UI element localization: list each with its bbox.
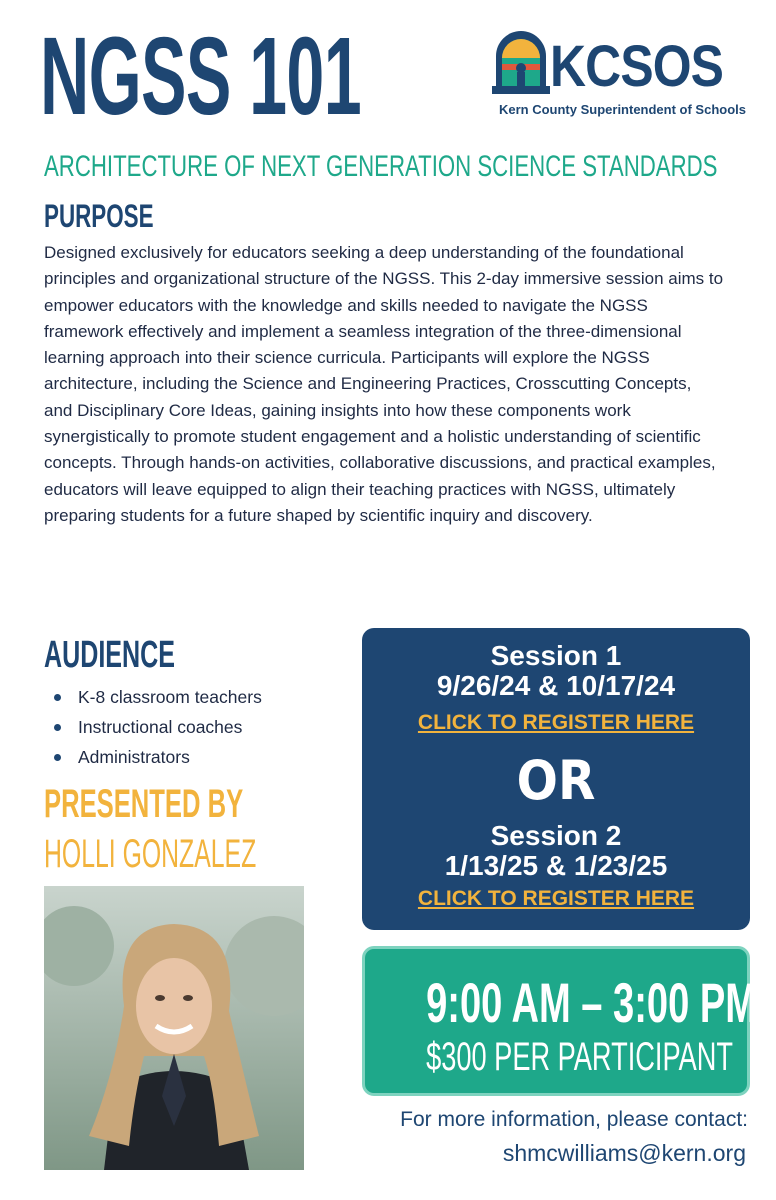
contact-email-link[interactable]: shmcwilliams@kern.org [502, 1140, 746, 1166]
kcsos-logo-icon [490, 28, 552, 100]
or-divider: OR [516, 749, 596, 812]
session-2-register-link[interactable]: CLICK TO REGISTER HERE [417, 887, 695, 910]
session-time: 9:00 AM – 3:00 PM [426, 971, 757, 1034]
page-title: NGSS 101 [40, 15, 362, 138]
purpose-body: Designed exclusively for educators seeking a deep understanding of the foundational principles and organizational structure of the NGSS. This 2-day immersive session aims to empower educators with the knowledge and skills needed to navigate the NGSS framework effectively and implement a seamless integration of the three-dimensional learning approach into their science curricula. Participants will explore the NGSS architecture, including the Science and Engineering Practices, Crosscutting Concepts, and Disciplinary Core Ideas, gaining insights into how these components work synergistically to promote student engagement and a holistic understanding of scientific concepts. Through hands-on activities, collaborative discussions, and practical examples, educators will leave equipped to align their teaching practices with NGSS, ultimately preparing students for a future shaped by scientific inquiry and discovery. [44, 243, 724, 525]
session-2-title: Session 2 [490, 820, 622, 851]
presenter-photo [44, 886, 304, 1170]
audience-list [52, 682, 262, 772]
presenter-name: HOLLI GONZALEZ [44, 832, 257, 876]
kcsos-logo [490, 28, 746, 120]
bullet-icon [54, 694, 61, 701]
audience-item-label: Administrators [78, 747, 190, 767]
contact-label: For more information, please contact: [400, 1108, 748, 1131]
presented-by-heading: PRESENTED BY [44, 782, 244, 826]
audience-item-label: K-8 classroom teachers [78, 687, 262, 707]
bullet-icon [54, 724, 61, 731]
session-2-dates: 1/13/25 & 1/23/25 [444, 850, 668, 881]
bullet-icon [54, 754, 61, 761]
sessions-panel [362, 628, 750, 930]
session-1-dates: 9/26/24 & 10/17/24 [436, 670, 676, 701]
session-price: $300 PER PARTICIPANT [426, 1035, 733, 1079]
presenter-portrait-icon [44, 886, 304, 1170]
audience-item [52, 742, 262, 772]
logo-wordmark: KCSOS [550, 34, 724, 99]
page-subtitle: ARCHITECTURE OF NEXT GENERATION SCIENCE STANDARDS [44, 150, 718, 183]
schedule-panel [362, 946, 757, 1096]
audience-item [52, 712, 262, 742]
audience-item [52, 682, 262, 712]
purpose-heading: PURPOSE [44, 198, 154, 234]
session-1-register-link[interactable]: CLICK TO REGISTER HERE [417, 711, 695, 734]
logo-subtitle: Kern County Superintendent of Schools [498, 102, 746, 117]
audience-heading: AUDIENCE [44, 634, 175, 676]
audience-item-label: Instructional coaches [78, 717, 243, 737]
session-1-title: Session 1 [490, 640, 622, 671]
